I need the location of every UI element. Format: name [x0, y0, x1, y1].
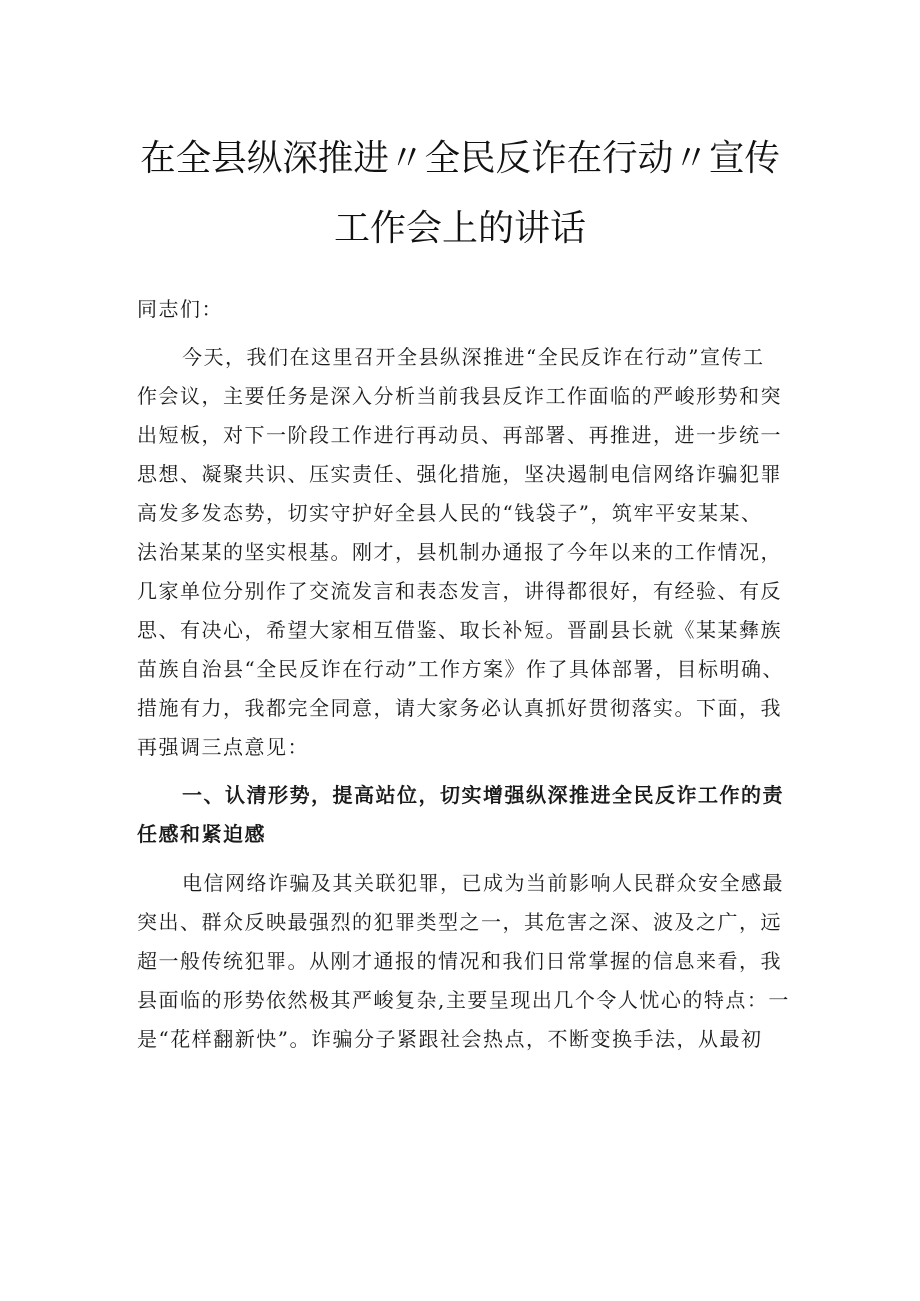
paragraph-line: 再强调三点意见：	[137, 735, 309, 759]
paragraph-line: 措施有力，我都完全同意，请大家务必认真抓好贯彻落实。下面，我	[137, 696, 782, 720]
paragraph-line: 苗族自治县“全民反诈在行动”工作方案》作了具体部署，目标明确、	[137, 657, 784, 681]
paragraph-line: 思想、凝聚共识、压实责任、强化措施，坚决遏制电信网络诈骗犯罪	[137, 462, 782, 486]
paragraph-line: 今天，我们在这里召开全县纵深推进“全民反诈在行动”宣传工	[182, 345, 765, 369]
paragraph-line: 出短板，对下一阶段工作进行再动员、再部署、再推进，进一步统一	[137, 423, 782, 447]
paragraph-line: 县面临的形势依然极其严峻复杂,主要呈现出几个令人忧心的特点：一	[137, 988, 790, 1012]
section-heading-line: 任感和紧迫感	[137, 822, 266, 846]
paragraph-line: 几家单位分别作了交流发言和表态发言，讲得都很好，有经验、有反	[137, 579, 782, 603]
paragraph-line: 是“花样翻新快”。诈骗分子紧跟社会热点，不断变换手法，从最初	[137, 1027, 763, 1051]
paragraph-line: 法治某某的坚实根基。刚才，县机制办通报了今年以来的工作情况，	[137, 540, 782, 564]
document-title-line-1: 在全县纵深推进〃全民反诈在行动〃宣传	[140, 138, 780, 179]
paragraph-line: 电信网络诈骗及其关联犯罪，已成为当前影响人民群众安全感最	[182, 871, 784, 895]
paragraph-line: 超一般传统犯罪。从刚才通报的情况和我们日常掌握的信息来看，我	[137, 949, 782, 973]
section-heading-line: 一、认清形势，提高站位，切实增强纵深推进全民反诈工作的责	[182, 783, 784, 807]
paragraph-line: 作会议，主要任务是深入分析当前我县反诈工作面临的严峻形势和突	[137, 384, 782, 408]
paragraph-line: 突出、群众反映最强烈的犯罪类型之一，其危害之深、波及之广，远	[137, 910, 782, 934]
paragraph-line: 高发多发态势，切实守护好全县人民的“钱袋子”，筑牢平安某某、	[137, 501, 763, 525]
paragraph-line: 思、有决心，希望大家相互借鉴、取长补短。晋副县长就《某某彝族	[137, 618, 782, 642]
document-title-line-2: 工作会上的讲话	[333, 208, 586, 249]
greeting: 同志们：	[137, 297, 223, 321]
